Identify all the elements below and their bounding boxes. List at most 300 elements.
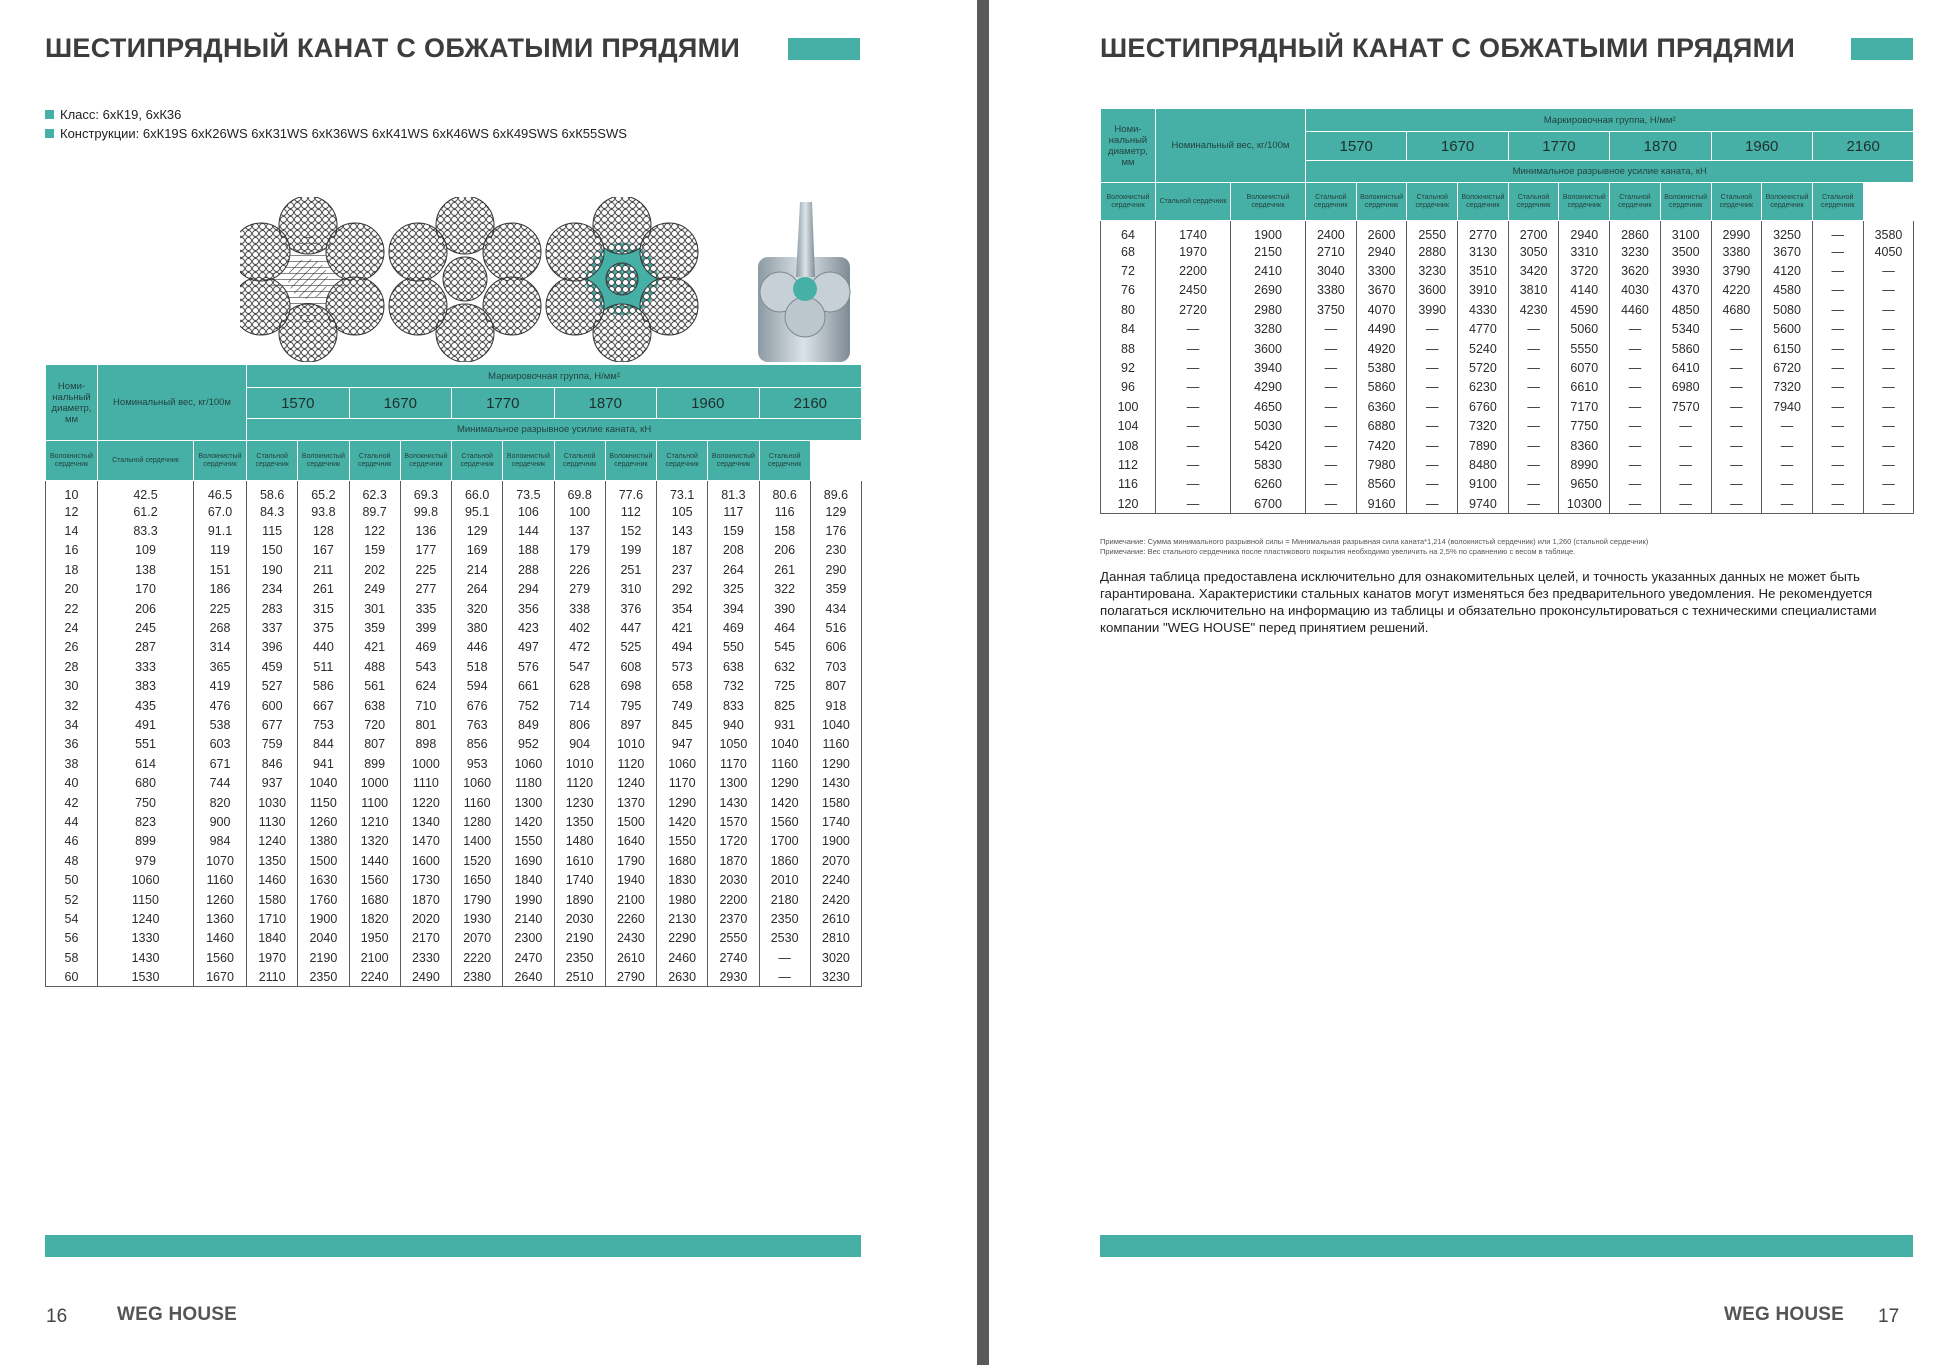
table-cell: — — [1812, 455, 1863, 474]
table-cell: — — [1306, 358, 1357, 377]
table-row — [1101, 475, 1914, 494]
table-cell: 9160 — [1356, 494, 1407, 513]
table-cell: 671 — [194, 754, 247, 773]
table-cell: 1860 — [759, 851, 810, 870]
table-cell: 151 — [194, 560, 247, 579]
table-cell: 1560 — [349, 870, 400, 889]
table-cell: 3940 — [1231, 358, 1306, 377]
table-cell: 2240 — [810, 870, 861, 889]
table-cell: — — [1863, 339, 1914, 358]
table-cell: — — [1508, 417, 1559, 436]
table-cell: 4920 — [1356, 339, 1407, 358]
table-cell: 2630 — [657, 967, 708, 986]
table-cell: 69.3 — [400, 481, 451, 503]
table-cell: 658 — [657, 677, 708, 696]
table-cell: 2030 — [708, 870, 759, 889]
table-cell: — — [759, 948, 810, 967]
table-cell: 9740 — [1458, 494, 1509, 513]
table-cell: 10300 — [1559, 494, 1610, 513]
table-cell: 931 — [759, 715, 810, 734]
table-row — [46, 929, 862, 948]
table-cell: 66.0 — [452, 481, 503, 503]
table-cell: 335 — [400, 599, 451, 618]
table-cell: — — [1660, 436, 1711, 455]
table-cell: 608 — [605, 657, 656, 676]
table-cell: 2380 — [452, 967, 503, 986]
header-core-fiber: Волокнистый сердечник — [1559, 183, 1610, 221]
page-number: 16 — [46, 1306, 68, 1327]
table-cell: 5860 — [1356, 378, 1407, 397]
table-cell: 119 — [194, 541, 247, 560]
table-cell: 2710 — [1306, 242, 1357, 261]
cell-diameter: 76 — [1101, 281, 1156, 300]
table-cell: 109 — [98, 541, 194, 560]
table-cell: 823 — [98, 812, 194, 831]
header-core-steel: Стальной сердечник — [1407, 183, 1458, 221]
table-cell: — — [1508, 475, 1559, 494]
table-cell: 4680 — [1711, 300, 1762, 319]
table-cell: 937 — [247, 773, 298, 792]
table-cell: 1380 — [298, 832, 349, 851]
table-cell: 661 — [503, 677, 554, 696]
table-cell: 833 — [708, 696, 759, 715]
table-cell: 6610 — [1559, 378, 1610, 397]
table-cell: 806 — [554, 715, 605, 734]
cell-diameter: 44 — [46, 812, 98, 831]
table-cell: 288 — [503, 560, 554, 579]
cell-diameter: 20 — [46, 580, 98, 599]
table-cell: 1990 — [503, 890, 554, 909]
cell-diameter: 40 — [46, 773, 98, 792]
footer-accent-bar — [45, 1235, 861, 1257]
table-cell: — — [1863, 455, 1914, 474]
table-cell: 4370 — [1660, 281, 1711, 300]
table-cell: 1260 — [194, 890, 247, 909]
table-cell: 2010 — [759, 870, 810, 889]
table-cell: — — [1863, 261, 1914, 280]
table-cell: 1870 — [400, 890, 451, 909]
table-cell: 1160 — [452, 793, 503, 812]
table-cell: 9100 — [1458, 475, 1509, 494]
table-cell: 46.5 — [194, 481, 247, 503]
table-row — [46, 657, 862, 676]
table-cell: 1290 — [759, 773, 810, 792]
table-cell: 169 — [452, 541, 503, 560]
table-cell: 807 — [810, 677, 861, 696]
table-cell: 186 — [194, 580, 247, 599]
table-row — [46, 481, 862, 503]
table-cell: 1360 — [194, 909, 247, 928]
header-core-steel: Стальной сердечник — [1306, 183, 1357, 221]
table-cell: 112 — [605, 502, 656, 521]
cell-diameter: 72 — [1101, 261, 1156, 280]
table-cell: 2110 — [247, 967, 298, 986]
table-cell: 42.5 — [98, 481, 194, 503]
table-cell: 491 — [98, 715, 194, 734]
table-cell: 1430 — [708, 793, 759, 812]
table-cell: — — [1156, 320, 1231, 339]
table-cell: 667 — [298, 696, 349, 715]
table-cell: 8560 — [1356, 475, 1407, 494]
table-cell: 421 — [349, 638, 400, 657]
table-row — [46, 832, 862, 851]
table-cell: 1930 — [452, 909, 503, 928]
header-core-fiber: Волокнистый сердечник — [1231, 183, 1306, 221]
table-cell: 129 — [810, 502, 861, 521]
table-cell: 1320 — [349, 832, 400, 851]
spec-list — [45, 105, 627, 143]
table-cell: — — [1863, 417, 1914, 436]
table-cell: 1900 — [1231, 221, 1306, 243]
header-weight: Номинальный вес, кг/100м — [98, 365, 247, 441]
table-cell: 190 — [247, 560, 298, 579]
table-cell: 2880 — [1407, 242, 1458, 261]
table-cell: 301 — [349, 599, 400, 618]
cell-diameter: 42 — [46, 793, 98, 812]
header-diameter: Номи-нальный диаметр, мм — [46, 365, 98, 441]
note-line: Примечание: Сумма минимального разрывной силы = Минимальная разрывная сила каната*1,214 (волокнистый сердечник) или 1,260 (стальной сердечник) — [1100, 537, 1649, 546]
table-cell: — — [1863, 475, 1914, 494]
table-cell: 586 — [298, 677, 349, 696]
table-cell: 2020 — [400, 909, 451, 928]
table-cell: 5340 — [1660, 320, 1711, 339]
table-row — [46, 754, 862, 773]
table-cell: 3670 — [1762, 242, 1813, 261]
table-row — [1101, 242, 1914, 261]
cell-diameter: 88 — [1101, 339, 1156, 358]
table-cell: 845 — [657, 715, 708, 734]
footer-accent-bar — [1100, 1235, 1913, 1257]
table-cell: 1300 — [708, 773, 759, 792]
table-cell: 3600 — [1407, 281, 1458, 300]
header-core-steel: Стальной сердечник — [452, 441, 503, 481]
table-cell: 7320 — [1458, 417, 1509, 436]
table-cell: — — [1306, 320, 1357, 339]
table-cell: 4120 — [1762, 261, 1813, 280]
table-cell: 1400 — [452, 832, 503, 851]
table-cell: 1070 — [194, 851, 247, 870]
table-cell: — — [1508, 494, 1559, 513]
table-cell: 2260 — [605, 909, 656, 928]
page-number: 17 — [1878, 1306, 1900, 1327]
table-cell: — — [1863, 397, 1914, 416]
table-cell: 283 — [247, 599, 298, 618]
breaking-force-table-left — [45, 364, 862, 987]
table-cell: 4580 — [1762, 281, 1813, 300]
table-cell: 856 — [452, 735, 503, 754]
table-cell: 1640 — [605, 832, 656, 851]
table-cell: 3300 — [1356, 261, 1407, 280]
header-grade: 1670 — [349, 388, 452, 419]
table-cell: 81.3 — [708, 481, 759, 503]
cell-diameter: 56 — [46, 929, 98, 948]
table-cell: 226 — [554, 560, 605, 579]
table-cell: 264 — [452, 580, 503, 599]
table-cell: 2410 — [1231, 261, 1306, 280]
table-cell: 1580 — [247, 890, 298, 909]
table-cell: 1180 — [503, 773, 554, 792]
table-cell: 3040 — [1306, 261, 1357, 280]
header-core-types — [46, 441, 862, 481]
table-cell: 1040 — [759, 735, 810, 754]
brand-name: WEG HOUSE — [1724, 1304, 1845, 1325]
table-cell: — — [1407, 358, 1458, 377]
table-row — [46, 948, 862, 967]
header-grade: 1870 — [554, 388, 657, 419]
header-core-fiber: Волокнистый сердечник — [1101, 183, 1156, 221]
table-cell: 1060 — [503, 754, 554, 773]
header-core-fiber: Волокнистый сердечник — [503, 441, 554, 481]
table-cell: 1580 — [810, 793, 861, 812]
table-cell: 703 — [810, 657, 861, 676]
table-cell: 290 — [810, 560, 861, 579]
cell-diameter: 30 — [46, 677, 98, 696]
table-cell: 261 — [759, 560, 810, 579]
table-cell: — — [1711, 397, 1762, 416]
header-core-steel: Стальной сердечник — [98, 441, 194, 481]
table-cell: 677 — [247, 715, 298, 734]
table-cell: 3510 — [1458, 261, 1509, 280]
table-cell: 375 — [298, 618, 349, 637]
cell-diameter: 16 — [46, 541, 98, 560]
cell-diameter: 58 — [46, 948, 98, 967]
table-cell: 732 — [708, 677, 759, 696]
table-cell: 2190 — [554, 929, 605, 948]
table-cell: 434 — [810, 599, 861, 618]
table-cell: 423 — [503, 618, 554, 637]
table-cell: 614 — [98, 754, 194, 773]
table-cell: — — [1812, 320, 1863, 339]
table-cell: 984 — [194, 832, 247, 851]
table-cell: 338 — [554, 599, 605, 618]
table-cell: 3280 — [1231, 320, 1306, 339]
table-cell: 1670 — [194, 967, 247, 986]
header-min-force: Минимальное разрывное усилие каната, кН — [1306, 161, 1914, 183]
cell-diameter: 12 — [46, 502, 98, 521]
header-core-steel: Стальной сердечник — [657, 441, 708, 481]
page-title: ШЕСТИПРЯДНЫЙ КАНАТ С ОБЖАТЫМИ ПРЯДЯМИ — [1100, 33, 1796, 63]
table-cell: 211 — [298, 560, 349, 579]
table-cell: 2990 — [1711, 221, 1762, 243]
header-grade: 2160 — [759, 388, 862, 419]
table-cell: 1740 — [810, 812, 861, 831]
table-cell: 122 — [349, 521, 400, 540]
header-core-steel: Стальной сердечник — [1610, 183, 1661, 221]
table-cell: 89.6 — [810, 481, 861, 503]
table-cell: — — [1812, 494, 1863, 513]
header-core-steel: Стальной сердечник — [554, 441, 605, 481]
page-title: ШЕСТИПРЯДНЫЙ КАНАТ С ОБЖАТЫМИ ПРЯДЯМИ — [45, 33, 741, 63]
header-weight: Номинальный вес, кг/100м — [1156, 109, 1306, 183]
table-cell: 3020 — [810, 948, 861, 967]
table-cell: — — [1711, 339, 1762, 358]
table-cell: 3420 — [1508, 261, 1559, 280]
table-cell: 2130 — [657, 909, 708, 928]
table-cell: 170 — [98, 580, 194, 599]
table-cell: 3810 — [1508, 281, 1559, 300]
table-cell: 1550 — [657, 832, 708, 851]
table-row — [46, 677, 862, 696]
table-cell: — — [1306, 436, 1357, 455]
table-cell: 2290 — [657, 929, 708, 948]
table-cell: 2980 — [1231, 300, 1306, 319]
cell-diameter: 80 — [1101, 300, 1156, 319]
table-cell: 2720 — [1156, 300, 1231, 319]
table-row — [46, 870, 862, 889]
table-row — [46, 793, 862, 812]
table-cell: 261 — [298, 580, 349, 599]
table-cell: 2940 — [1559, 221, 1610, 243]
table-cell: 84.3 — [247, 502, 298, 521]
table-cell: 89.7 — [349, 502, 400, 521]
table-cell: — — [1711, 455, 1762, 474]
table-cell: 6360 — [1356, 397, 1407, 416]
table-cell: 3380 — [1306, 281, 1357, 300]
disclaimer-text: Данная таблица предоставлена исключительно для ознакомительных целей, и точность указанных данных не может быть гарантирована. Характеристики стальных канатов могут изменяться без предварительного уведомления. Не рекомендуется полагаться исключительно на информацию из таблицы и обязательно проконсультироваться с техническими специалистами компании "WEG HOUSE" перед принятием решений. — [1100, 569, 1877, 635]
table-cell: 1520 — [452, 851, 503, 870]
table-cell: 144 — [503, 521, 554, 540]
table-cell: 356 — [503, 599, 554, 618]
table-cell: 4290 — [1231, 378, 1306, 397]
table-cell: 600 — [247, 696, 298, 715]
table-cell: — — [1306, 455, 1357, 474]
table-cell: 494 — [657, 638, 708, 657]
table-cell: 1460 — [247, 870, 298, 889]
header-core-steel: Стальной сердечник — [247, 441, 298, 481]
table-cell: 1430 — [810, 773, 861, 792]
table-cell: 1240 — [247, 832, 298, 851]
note-line: Примечание: Вес стального сердечника после пластикового покрытия необходимо увеличить на 2,5% по сравнению с весом в таблице. — [1100, 547, 1576, 556]
table-cell: 1480 — [554, 832, 605, 851]
table-cell: 1160 — [194, 870, 247, 889]
table-cell: 292 — [657, 580, 708, 599]
table-cell: 365 — [194, 657, 247, 676]
table-cell: 5030 — [1231, 417, 1306, 436]
bullet-square-icon — [45, 129, 54, 138]
table-cell: — — [1610, 397, 1661, 416]
header-grade: 1770 — [1508, 132, 1609, 161]
table-cell: 1500 — [298, 851, 349, 870]
table-cell: 100 — [554, 502, 605, 521]
table-cell: 2510 — [554, 967, 605, 986]
table-cell: 199 — [605, 541, 656, 560]
table-cell: 516 — [810, 618, 861, 637]
table-cell: 680 — [98, 773, 194, 792]
breaking-force-table-right — [1100, 108, 1914, 514]
cell-diameter: 28 — [46, 657, 98, 676]
table-cell: 1060 — [657, 754, 708, 773]
table-cell: 128 — [298, 521, 349, 540]
table-cell: 525 — [605, 638, 656, 657]
table-cell: — — [1610, 417, 1661, 436]
table-cell: — — [1407, 436, 1458, 455]
table-cell: 3380 — [1711, 242, 1762, 261]
table-cell: 1420 — [759, 793, 810, 812]
table-cell: 1350 — [247, 851, 298, 870]
table-cell: 511 — [298, 657, 349, 676]
table-cell: 1280 — [452, 812, 503, 831]
table-cell: — — [1156, 378, 1231, 397]
table-cell: 1130 — [247, 812, 298, 831]
table-cell: 188 — [503, 541, 554, 560]
table-cell: 1010 — [605, 735, 656, 754]
table-cell: 1150 — [298, 793, 349, 812]
table-cell: 2300 — [503, 929, 554, 948]
table-cell: 2180 — [759, 890, 810, 909]
table-cell: 1840 — [247, 929, 298, 948]
table-cell: 795 — [605, 696, 656, 715]
table-cell: 1840 — [503, 870, 554, 889]
table-row — [46, 638, 862, 657]
table-row — [1101, 417, 1914, 436]
table-cell: 551 — [98, 735, 194, 754]
table-cell: 214 — [452, 560, 503, 579]
table-cell: 1700 — [759, 832, 810, 851]
table-row — [46, 618, 862, 637]
table-cell: — — [1812, 378, 1863, 397]
table-cell: 2370 — [708, 909, 759, 928]
table-cell: 1150 — [98, 890, 194, 909]
header-core-fiber: Волокнистый сердечник — [46, 441, 98, 481]
table-cell: 545 — [759, 638, 810, 657]
table-cell: 849 — [503, 715, 554, 734]
table-cell: 1940 — [605, 870, 656, 889]
table-cell: 359 — [349, 618, 400, 637]
header-core-fiber: Волокнистый сердечник — [708, 441, 759, 481]
table-cell: 2690 — [1231, 281, 1306, 300]
cross-section-fiber-core — [240, 197, 384, 362]
table-cell: 1970 — [247, 948, 298, 967]
table-cell: 2530 — [759, 929, 810, 948]
table-row — [1101, 397, 1914, 416]
header-core-steel: Стальной сердечник — [1156, 183, 1231, 221]
header-grade: 1570 — [247, 388, 350, 419]
table-cell: 95.1 — [452, 502, 503, 521]
table-cell: 1890 — [554, 890, 605, 909]
cell-diameter: 68 — [1101, 242, 1156, 261]
table-cell: — — [1711, 378, 1762, 397]
spec-item-constructions: Конструкции: 6хК19S 6хК26WS 6хК31WS 6хК36WS 6хК41WS 6хК46WS 6хК49SWS 6хК55SWS — [45, 124, 627, 143]
table-cell: — — [1306, 475, 1357, 494]
table-cell: 6700 — [1231, 494, 1306, 513]
table-cell: 2470 — [503, 948, 554, 967]
table-cell: — — [1610, 320, 1661, 339]
table-cell: 2100 — [605, 890, 656, 909]
cell-diameter: 52 — [46, 890, 98, 909]
table-cell: 1330 — [98, 929, 194, 948]
table-cell: — — [1660, 494, 1711, 513]
table-cell: 1980 — [657, 890, 708, 909]
table-cell: — — [1508, 320, 1559, 339]
table-cell: 6260 — [1231, 475, 1306, 494]
table-cell: — — [1711, 436, 1762, 455]
table-cell: 1300 — [503, 793, 554, 812]
table-cell: 1420 — [503, 812, 554, 831]
table-cell: 1950 — [349, 929, 400, 948]
cell-diameter: 108 — [1101, 436, 1156, 455]
table-notes — [1100, 537, 1648, 557]
table-cell: 73.1 — [657, 481, 708, 503]
table-cell: 469 — [708, 618, 759, 637]
table-cell: 1060 — [452, 773, 503, 792]
cell-diameter: 116 — [1101, 475, 1156, 494]
table-cell: 1790 — [605, 851, 656, 870]
header-diameter: Номи-нальный диаметр, мм — [1101, 109, 1156, 183]
header-core-steel: Стальной сердечник — [349, 441, 400, 481]
header-core-steel: Стальной сердечник — [1508, 183, 1559, 221]
table-cell: 2430 — [605, 929, 656, 948]
table-cell: 176 — [810, 521, 861, 540]
